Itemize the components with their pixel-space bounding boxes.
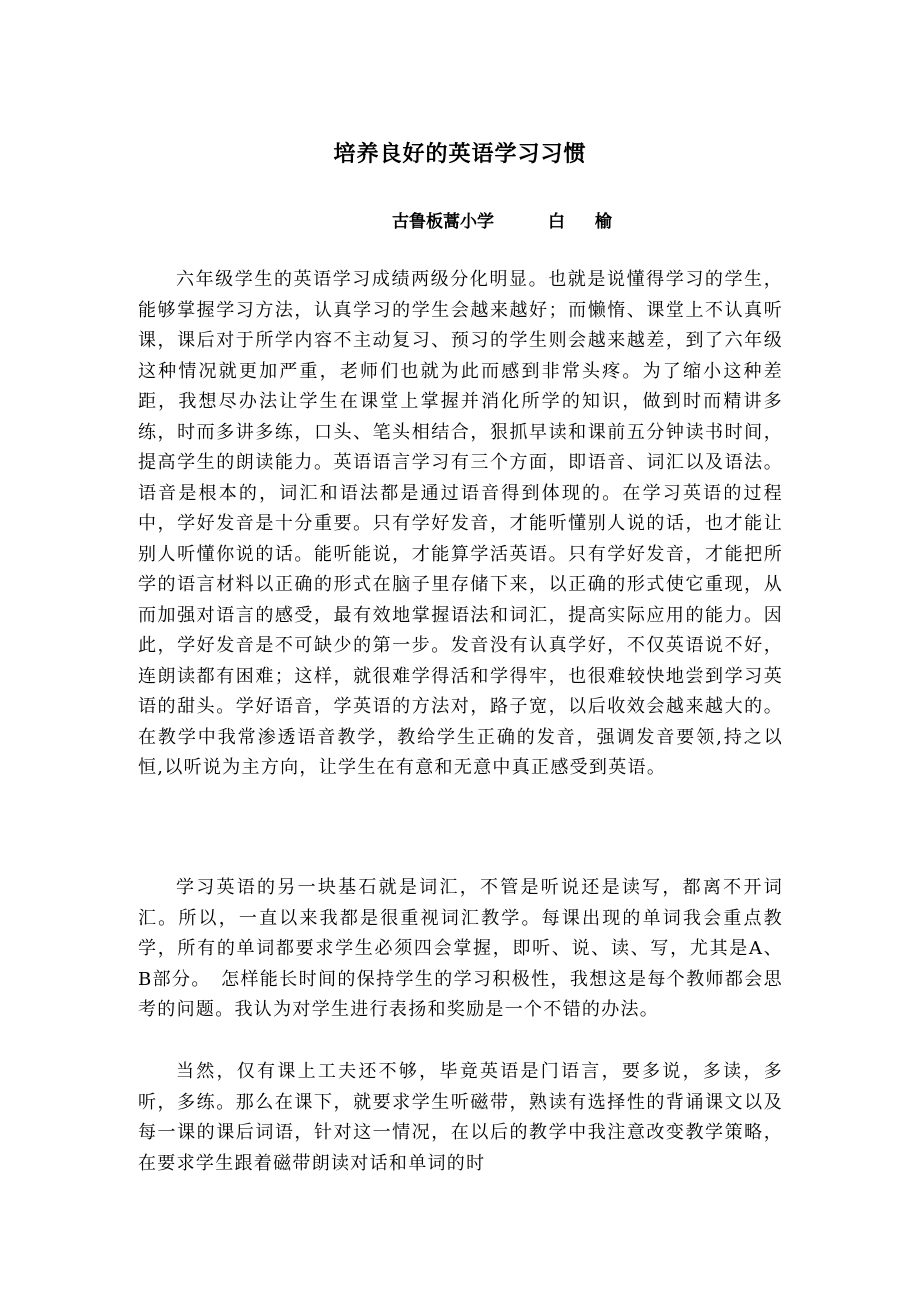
paragraph-1: 六年级学生的英语学习成绩两级分化明显。也就是说懂得学习的学生，能够掌握学习方法，认真学习的学生会越来越好；而懒惰、课堂上不认真听课，课后对于所学内容不主动复习、预习的学生则会越来越差，到了六年级这种情况就更加严重，老师们也就为此而感到非常头疼。为了缩小这种差距，我想尽办法让学生在课堂上掌握并消化所学的知识，做到时而精讲多练，时而多讲多练，口头、笔头相结合，狠抓早读和课前五分钟读书时间，提高学生的朗读能力。英语语言学习有三个方面，即语音、词汇以及语法。语音是根本的，词汇和语法都是通过语音得到体现的。在学习英语的过程中，学好发音是十分重要。只有学好发音，才能听懂别人说的话，也才能让别人听懂你说的话。能听能说，才能算学活英语。只有学好发音，才能把所学的语言材料以正确的形式在脑子里存储下来，以正确的形式使它重现，从而加强对语言的感受，最有效地掌握语法和词汇，提高实际应用的能力。因此，学好发音是不可缺少的第一步。发音没有认真学好，不仅英语说不好，连朗读都有困难；这样，就很难学得活和学得牢，也很难较快地尝到学习英语的甜头。学好语音，学英语的方法对，路子宽，以后收效会越来越大的。在教学中我常渗透语音教学，教给学生正确的发音，强调发音要领,持之以恒,以听说为主方向，让学生在有意和无意中真正感受到英语。 [138,269,783,778]
school-name: 古鲁板蒿小学 [392,212,494,232]
paragraph-2: 学习英语的另一块基石就是词汇，不管是听说还是读写，都离不开词汇。所以，一直以来我都是很重视词汇教学。每课出现的单词我会重点教学，所有的单词都要求学生必须四会掌握，即听、说、读、写，尤其是A、B部分。 怎样能长时间的保持学生的学习积极性，我想这是每个教师都会思考的问题。我认为对学生进行表扬和奖励是一个不错的办法。 [138,877,783,1020]
paragraph-3: 当然，仅有课上工夫还不够，毕竟英语是门语言，要多说，多读，多听，多练。那么在课下，就要求学生听磁带，熟读有选择性的背诵课文以及每一课的课后词语，针对这一情况，在以后的教学中我注意改变教学策略，在要求学生跟着磁带朗读对话和单词的时 [138,1061,783,1174]
document-title: 培养良好的英语学习习惯 [333,142,587,167]
byline [392,210,624,234]
author-name: 白 榆 [548,212,624,232]
